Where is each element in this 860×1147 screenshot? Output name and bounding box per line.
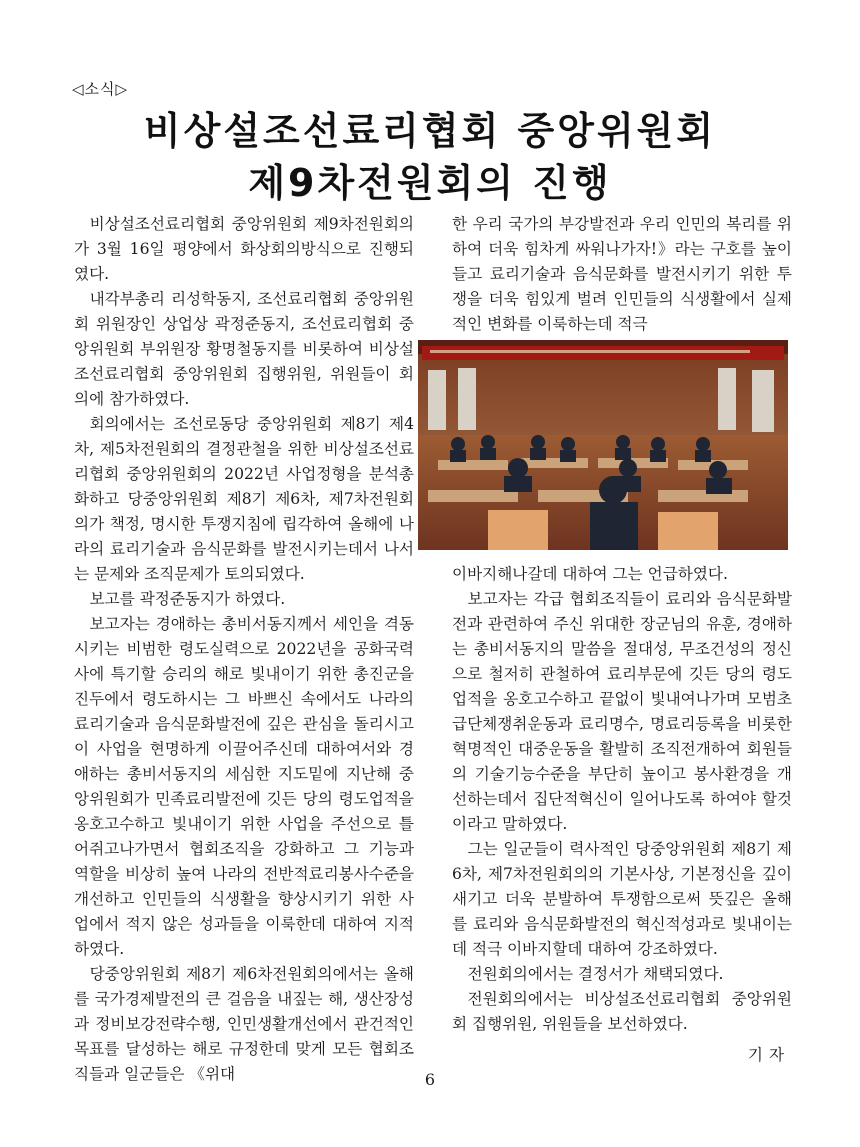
right-column-bottom [452, 562, 792, 1037]
paragraph: 한 우리 국가의 부강발전과 우리 인민의 복리를 위하여 더욱 힘차게 싸워나가자!》라는 구호를 높이 들고 료리기술과 음식문화를 발전시키기 위한 투쟁을 더욱 힘있게 벌려 인민들의 식생활에서 실제적인 변화를 이룩하는데 적극 [452, 215, 792, 333]
paragraph: 회의에서는 조선로동당 중앙위원회 제8기 제4차, 제5차전원회의 결정관철을 위한 비상설조선료리협회 중앙위원회의 2022년 사업정형을 분석총화하고 당중앙위원회 제8기 제6차, 제7차전원회의가 책정, 명시한 투쟁지침에 립각하여 올해에 나라의 료리기술과 음식문화를 발전시키는데서 나서는 문제와 조직문제가 토의되였다. [74, 415, 414, 583]
paragraph: 보고자는 각급 협회조직들이 료리와 음식문화발전과 관련하여 주신 위대한 장군님의 유훈, 경애하는 총비서동지의 말씀을 절대성, 무조건성의 정신으로 철저히 관철하여 료리부문에 깃든 당의 령도업적을 옹호고수하고 끝없이 빛내여나가며 모범초급단체쟁취운동과 료리명수, 명료리등록을 비롯한 혁명적인 대중운동을 활발히 조직전개하여 회원들의 기술기능수준을 부단히 높이고 봉사환경을 개선하는데서 집단적혁신이 일어나도록 하여야 할것이라고 말하였다. [452, 590, 792, 833]
left-column [74, 212, 414, 1087]
paragraph: 전원회의에서는 비상설조선료리협회 중앙위원회 집행위원, 위원들을 보선하였다. [452, 990, 792, 1033]
article-title-line-1: 비상설조선료리협회 중앙위원회 [143, 109, 717, 153]
paragraph: 당중앙위원회 제8기 제6차전원회의에서는 올해를 국가경제발전의 큰 걸음을 내짚는 해, 생산장성과 정비보강전략수행, 인민생활개선에서 관건적인 목표를 달성하는 해로 규정한데 맞게 모든 협회조직들과 일군들은 《위대 [74, 965, 414, 1083]
right-column-top [452, 212, 792, 337]
byline: 기자 [747, 1046, 790, 1064]
meeting-photo [418, 340, 788, 550]
paragraph: 그는 일군들이 력사적인 당중앙위원회 제8기 제6차, 제7차전원회의의 기본사상, 기본정신을 깊이 새기고 더욱 분발하여 투쟁함으로써 뜻깊은 올해를 료리와 음식문화발전의 혁신적성과로 빛내이는데 적극 이바지할데 대하여 강조하였다. [452, 840, 792, 958]
article-title-line-2: 제9차전원회의 진행 [248, 161, 612, 205]
section-tag: ◁소식▷ [72, 80, 129, 98]
paragraph: 보고자는 경애하는 총비서동지께서 세인을 격동시키는 비범한 령도실력으로 2022년을 공화국력사에 특기할 승리의 해로 빛내이기 위한 총진군을 진두에서 령도하시는 그 바쁘신 속에서도 나라의 료리기술과 음식문화발전에 깊은 관심을 돌리시고 이 사업을 현명하게 이끌어주신데 대하여서와 경애하는 총비서동지의 세심한 지도밑에 지난해 중앙위원회가 민족료리발전에 깃든 당의 령도업적을 옹호고수하고 빛내이기 위한 사업을 주선으로 틀어쥐고나가면서 협회조직을 강화하고 그 기능과 역할을 비상히 높여 나라의 전반적료리봉사수준을 개선하고 인민들의 식생활을 향상시키기 위한 사업에서 적지 않은 성과들을 이룩한데 대하여 지적하였다. [74, 615, 414, 958]
page-number: 6 [424, 1070, 436, 1089]
paragraph: 내각부총리 리성학동지, 조선료리협회 중앙위원회 위원장인 상업상 곽정준동지, 조선료리협회 중앙위원회 부위원장 황명철동지를 비롯하여 비상설조선료리협회 중앙위원회 집행위원, 위원들이 회의에 참가하였다. [74, 290, 414, 408]
paragraph: 비상설조선료리협회 중앙위원회 제9차전원회의가 3월 16일 평양에서 화상회의방식으로 진행되였다. [74, 215, 414, 283]
paragraph: 이바지해나갈데 대하여 그는 언급하였다. [452, 565, 728, 583]
paragraph: 전원회의에서는 결정서가 채택되였다. [467, 965, 724, 983]
paragraph: 보고를 곽정준동지가 하였다. [89, 590, 286, 608]
